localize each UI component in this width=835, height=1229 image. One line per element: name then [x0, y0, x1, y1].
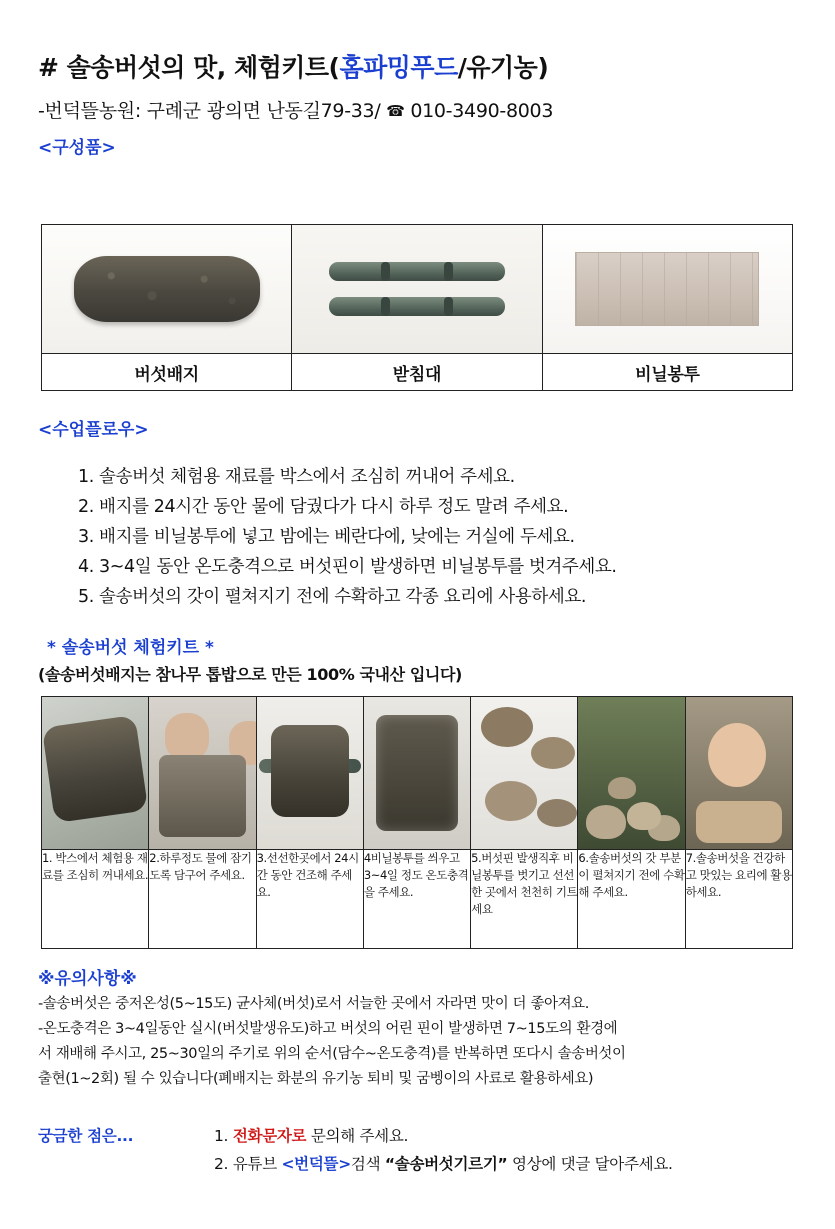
kit-image-cell	[578, 697, 685, 850]
kit-image-cell	[363, 697, 470, 850]
question-2-number: 2.	[214, 1155, 229, 1173]
kit-image-cell	[256, 697, 363, 850]
kit-section-title: * 솔송버섯 체험키트 *	[47, 638, 214, 658]
questions-label: 궁금한 점은...	[38, 1127, 134, 1145]
kit-step-caption: 5.버섯핀 발생직후 비닐봉투를 벗기고 선선한 곳에서 천천히 기트세요	[471, 850, 578, 949]
page-title	[38, 48, 835, 84]
kit-steps-table	[41, 696, 793, 949]
phone-icon: ☎	[386, 102, 405, 120]
kit-section-note: (솔송버섯배지는 참나무 톱밥으로 만든 100% 국내산 입니다)	[38, 665, 462, 684]
component-image-cell	[292, 225, 542, 354]
kit-step-caption: 4비닐봉투를 씌우고 3~4일 정도 온도충격을 주세요.	[363, 850, 470, 949]
kit-step-caption: 6.솔송버섯의 갓 부분이 펼쳐지기 전에 수확해 주세요.	[578, 850, 685, 949]
kit-step-caption: 3.선선한곳에서 24시간 동안 건조해 주세요.	[256, 850, 363, 949]
components-caption-row	[42, 354, 793, 391]
plastic-bag-photo	[543, 225, 792, 353]
flow-step: 3. 배지를 비닐봉투에 넣고 밤에는 베란다에, 낮에는 거실에 두세요.	[78, 527, 575, 547]
notice-line: -온도충격은 3~4일동안 실시(버섯발생유도)하고 버섯의 어린 핀이 발생하면 7~15도의 환경에	[38, 1021, 618, 1037]
farm-contact-line	[38, 96, 835, 123]
component-caption: 버섯배지	[42, 354, 292, 391]
title-highlight: 홈파밍푸드	[339, 53, 458, 82]
question-2-rest: 영상에 댓글 달아주세요.	[507, 1155, 673, 1173]
kit-step-caption: 7.솔송버섯을 건강하고 맛있는 요리에 활용하세요.	[685, 850, 792, 949]
question-1-rest: 문의해 주세요.	[306, 1127, 409, 1145]
support-stand-photo	[292, 225, 541, 353]
kit-step-caption: 1. 박스에서 체험용 재료를 조심히 꺼내세요.	[42, 850, 149, 949]
kit-caption-row	[42, 850, 793, 949]
flow-step: 4. 3~4일 동안 온도충격으로 버섯핀이 발생하면 비닐봉투를 벗겨주세요.	[78, 557, 617, 577]
question-item-2	[214, 1150, 673, 1178]
step6-harvest-photo	[578, 697, 684, 849]
question-item-1	[214, 1122, 408, 1150]
title-suffix: /유기농)	[457, 53, 549, 82]
question-1-number: 1.	[214, 1127, 229, 1145]
kit-image-cell	[471, 697, 578, 850]
component-caption: 받침대	[292, 354, 542, 391]
components-section-label: <구성품>	[38, 138, 116, 158]
question-row	[38, 1150, 808, 1178]
question-row	[38, 1122, 808, 1150]
document-page	[0, 48, 835, 1229]
components-table	[41, 224, 793, 391]
farm-phone: 010-3490-8003	[404, 100, 554, 122]
notice-line: 출현(1~2회) 될 수 있습니다(폐배지는 화분의 유기농 퇴비 및 굼벵이의 사료로 활용하세요)	[38, 1071, 594, 1087]
step7-cook-photo	[686, 697, 792, 849]
channel-name-highlight: <번덕뜰>	[281, 1155, 351, 1173]
component-image-cell	[542, 225, 792, 354]
step3-dry-photo	[257, 697, 363, 849]
notice-line: -솔송버섯은 중저온성(5~15도) 균사체(버섯)로서 서늘한 곳에서 자라면 맛이 더 좋아져요.	[38, 996, 589, 1012]
question-2-mid: 검색	[350, 1155, 385, 1173]
component-image-cell	[42, 225, 292, 354]
question-1-highlight: 전화문자로	[232, 1127, 307, 1145]
flow-step: 5. 솔송버섯의 갓이 펼쳐지기 전에 수확하고 각종 요리에 사용하세요.	[78, 587, 586, 607]
flow-step: 2. 배지를 24시간 동안 물에 담궜다가 다시 하루 정도 말려 주세요.	[78, 497, 569, 517]
questions-block	[38, 1122, 808, 1178]
kit-image-row	[42, 697, 793, 850]
kit-step-caption: 2.하루정도 물에 잠기도록 담구어 주세요.	[149, 850, 256, 949]
step4-bag-photo	[364, 697, 470, 849]
notice-line: 서 재배해 주시고, 25~30일의 주기로 위의 순서(담수~온도충격)를 반복하면 또다시 솔송버섯이	[38, 1046, 626, 1062]
video-title: “솔송버섯기르기”	[384, 1155, 508, 1173]
kit-image-cell	[685, 697, 792, 850]
question-2-pre: 유튜브	[232, 1155, 282, 1173]
farm-address: -번덕뜰농원: 구례군 광의면 난동길79-33/	[38, 100, 387, 122]
mushroom-substrate-photo	[42, 225, 291, 353]
kit-image-cell	[149, 697, 256, 850]
notice-section-title: ※유의사항※	[38, 969, 137, 989]
notice-body	[38, 992, 798, 1092]
step5-pin-photo	[471, 697, 577, 849]
components-image-row	[42, 225, 793, 354]
step2-soak-photo	[149, 697, 255, 849]
title-prefix: # 솔송버섯의 맛, 체험키트(	[38, 53, 340, 82]
flow-step-list	[38, 462, 835, 612]
step1-unbox-photo	[42, 697, 148, 849]
questions-label-spacer	[38, 1150, 214, 1178]
flow-step: 1. 솔송버섯 체험용 재료를 박스에서 조심히 꺼내어 주세요.	[78, 467, 515, 487]
component-caption: 비닐봉투	[542, 354, 792, 391]
flow-section-label: <수업플로우>	[38, 420, 149, 440]
kit-image-cell	[42, 697, 149, 850]
